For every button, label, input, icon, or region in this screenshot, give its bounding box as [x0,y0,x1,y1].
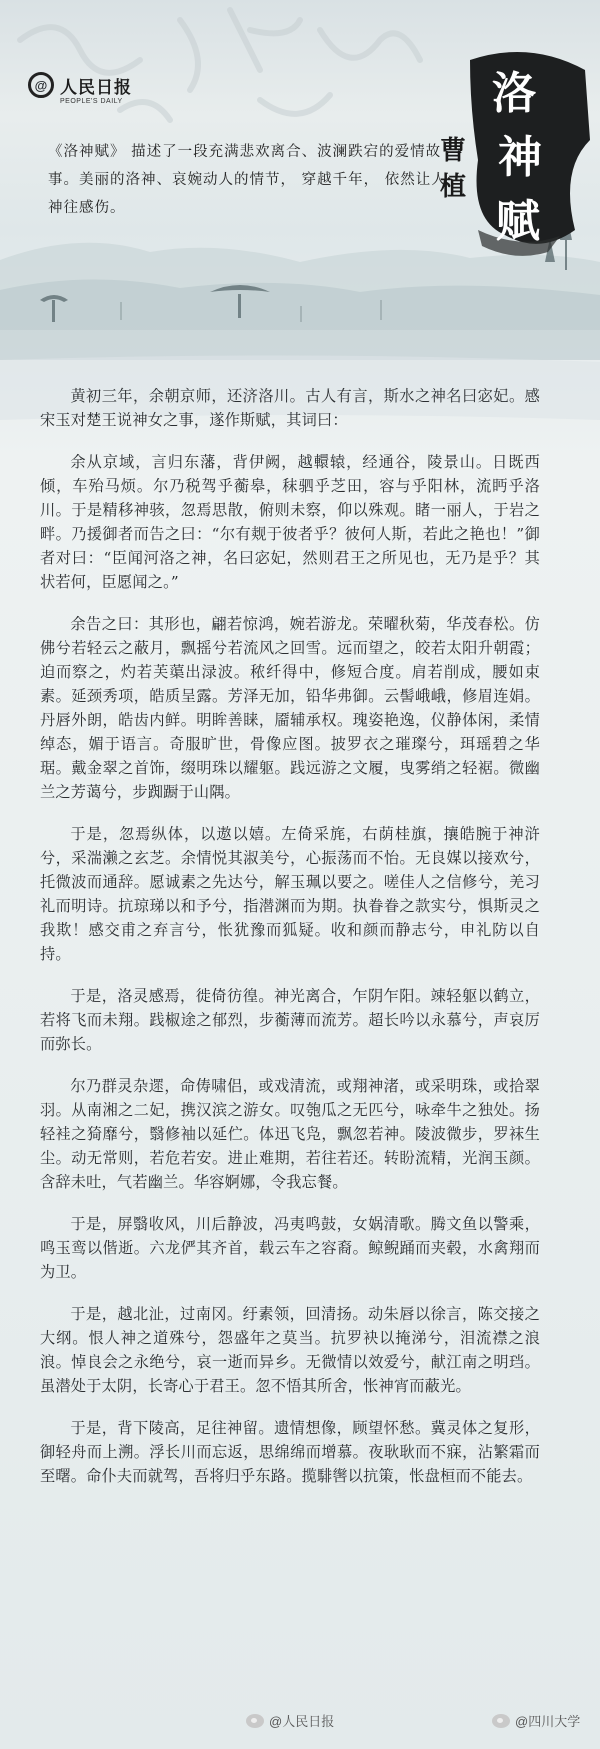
poem-paragraph: 黄初三年，余朝京师，还济洛川。古人有言，斯水之神名曰宓妃。感宋玉对楚王说神女之事，遂作斯赋，其词曰： [40,387,540,429]
weibo-icon [246,1714,264,1728]
poem-paragraph: 余告之曰：其形也，翩若惊鸿，婉若游龙。荣曜秋菊，华茂春松。仿佛兮若轻云之蔽月，飘摇兮若流风之回雪。远而望之，皎若太阳升朝霞；迫而察之，灼若芙蕖出渌波。秾纤得中，修短合度。肩若削成，腰如束素。延颈秀项，皓质呈露。芳泽无加，铅华弗御。云髻峨峨，修眉连娟。丹唇外朗，皓齿内鲜。明眸善睐，靥辅承权。瑰姿艳逸，仪静体闲，柔情绰态，媚于语言。奇服旷世，骨像应图。披罗衣之璀璨兮，珥瑶碧之华琚。戴金翠之首饰，缀明珠以耀躯。践远游之文履，曳雾绡之轻裾。微幽兰之芳蔼兮，步踟蹰于山隅。 [40,615,540,801]
poem-title [478,70,588,290]
watermark-peoples-daily-text: @人民日报 [269,1714,335,1729]
title-char-1: 洛 [492,68,536,119]
poem-paragraph: 于是，屏翳收风，川后静波，冯夷鸣鼓，女娲清歌。腾文鱼以警乘，鸣玉鸾以偕逝。六龙俨其齐首，载云车之容裔。鲸鲵踊而夹毂，水禽翔而为卫。 [40,1215,540,1281]
author-char-1: 曹 [440,136,467,166]
peoples-daily-logo [28,72,132,105]
poem-paragraph: 于是，越北沚，过南冈。纡素领，回清扬。动朱唇以徐言，陈交接之大纲。恨人神之道殊兮，怨盛年之莫当。抗罗袂以掩涕兮，泪流襟之浪浪。悼良会之永绝兮，哀一逝而异乡。无微情以效爱兮，献江南之明珰。虽潜处于太阴，长寄心于君王。忽不悟其所舍，怅神宵而蔽光。 [40,1305,540,1395]
watermark-peoples-daily [246,1711,334,1730]
logo-name: 人民日报 [60,77,132,97]
at-symbol-icon: @ [28,72,54,98]
intro-text: 《洛神赋》 描述了一段充满悲欢离合、波澜跌宕的爱情故事。美丽的洛神、哀婉动人的情节， 穿越千年， 依然让人神往感伤。 [48,144,447,216]
logo-subtitle: PEOPLE'S DAILY [60,98,123,105]
title-char-2: 神 [498,132,542,183]
poem-body [40,384,540,1506]
poem-paragraph: 于是，洛灵感焉，徙倚彷徨。神光离合，乍阴乍阳。竦轻躯以鹤立，若将飞而未翔。践椒途之郁烈，步蘅薄而流芳。超长吟以永慕兮，声哀厉而弥长。 [40,987,540,1053]
footer-watermarks [0,1711,600,1735]
poem-paragraph: 尔乃群灵杂遝，命俦啸侣，或戏清流，或翔神渚，或采明珠，或拾翠羽。从南湘之二妃，携汉滨之游女。叹匏瓜之无匹兮，咏牵牛之独处。扬轻袿之猗靡兮，翳修袖以延伫。体迅飞凫，飘忽若神。陵波微步，罗袜生尘。动无常则，若危若安。进止难期，若往若还。转盼流精，光润玉颜。含辞未吐，气若幽兰。华容婀娜，令我忘餐。 [40,1077,540,1191]
author-char-2: 植 [440,172,467,202]
weibo-icon [492,1714,510,1728]
watermark-sichuan-university-text: @四川大学 [515,1714,581,1729]
watermark-sichuan-university [492,1711,580,1730]
title-char-3: 赋 [496,196,540,247]
poem-paragraph: 余从京域，言归东藩，背伊阙，越轘辕，经通谷，陵景山。日既西倾，车殆马烦。尔乃税驾乎蘅皋，秣驷乎芝田，容与乎阳林，流眄乎洛川。于是精移神骇，忽焉思散，俯则未察，仰以殊观。睹一丽人，于岩之畔。乃援御者而告之曰：“尔有觌于彼者乎？彼何人斯，若此之艳也！”御者对曰：“臣闻河洛之神，名曰宓妃，然则君王之所见也，无乃是乎？其状若何，臣愿闻之。” [40,453,540,591]
poem-paragraph: 于是，背下陵高，足往神留。遗情想像，顾望怀愁。冀灵体之复形，御轻舟而上溯。浮长川而忘返，思绵绵而增慕。夜耿耿而不寐，沾繁霜而至曙。命仆夫而就驾，吾将归乎东路。揽騑辔以抗策，怅盘桓而不能去。 [40,1419,540,1485]
poem-paragraph: 于是，忽焉纵体，以遨以嬉。左倚采旄，右荫桂旗，攘皓腕于神浒兮，采湍濑之玄芝。余情悦其淑美兮，心振荡而不怡。无良媒以接欢兮，托微波而通辞。愿诚素之先达兮，解玉珮以要之。嗟佳人之信修兮，羌习礼而明诗。抗琼珶以和予兮，指潜渊而为期。执眷眷之款实兮，惧斯灵之我欺！感交甫之弃言兮，怅犹豫而狐疑。收和颜而静志兮，申礼防以自持。 [40,825,540,963]
